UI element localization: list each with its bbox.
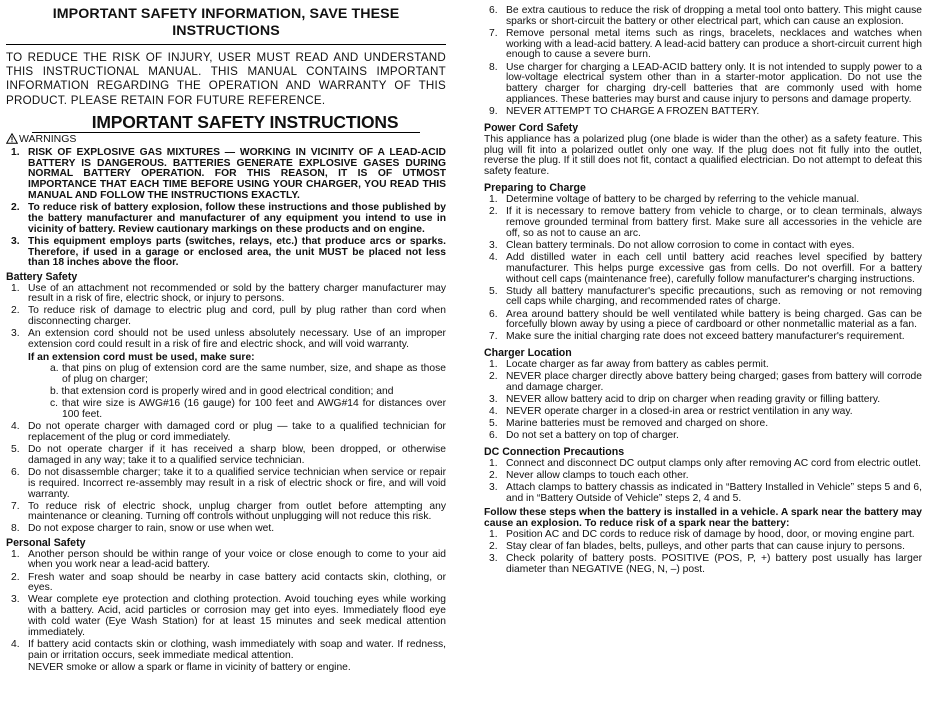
item-number: 3. — [11, 235, 20, 247]
item-number: 5. — [11, 444, 20, 456]
item-number: 7. — [489, 27, 498, 39]
list-item — [6, 203, 446, 235]
item-text: Another person should be within range of your voice or close enough to come to your aid when you work near a lead-acid battery. — [28, 548, 446, 571]
extension-cord-list — [6, 364, 446, 421]
dc-connection-list — [484, 459, 922, 505]
item-number: 4. — [489, 251, 498, 263]
item-text: If battery acid contacts skin or clothing, wash immediately with soap and water. If redness, pain or irritation occurs, seek immediate medical attention. — [28, 638, 446, 661]
battery-safety-heading: Battery Safety — [6, 271, 78, 284]
power-cord-heading: Power Cord Safety — [484, 121, 579, 134]
list-item — [484, 530, 922, 541]
item-number: 4. — [489, 406, 498, 418]
item-text: Wear complete eye protection and clothing protection. Avoid touching eyes while working with a battery. Acid, acid particles or corrosion may get into eyes. Immediately flood eye with cold water (Eye Wash Station) for at least 15 minutes and seek medical attention immediately. — [28, 594, 446, 638]
follow-steps-list — [484, 530, 922, 576]
item-number: 4. — [11, 421, 20, 433]
list-item — [484, 372, 922, 394]
item-number: 2. — [489, 470, 498, 482]
list-item — [484, 360, 922, 371]
item-text: Determine voltage of battery to be charged by referring to the vehicle manual. — [506, 194, 860, 206]
list-item — [484, 483, 922, 505]
item-text: Never allow clamps to touch each other. — [506, 470, 689, 482]
item-text: NEVER operate charger in a closed-in area or restrict ventilation in any way. — [506, 406, 853, 418]
personal-safety-list — [6, 550, 446, 662]
list-item — [6, 550, 446, 572]
list-item — [484, 542, 922, 553]
item-text: NEVER ATTEMPT TO CHARGE A FROZEN BATTERY. — [506, 106, 760, 118]
list-item — [484, 419, 922, 430]
item-number: 2. — [489, 206, 498, 218]
safety-instructions-heading — [6, 113, 446, 132]
item-number: 6. — [489, 430, 498, 442]
list-item — [6, 148, 446, 202]
item-text: Connect and disconnect DC output clamps only after removing AC cord from electric outlet. — [506, 458, 921, 470]
list-item — [484, 431, 922, 442]
battery-safety-list-cont — [6, 422, 446, 535]
item-text: Do not operate charger with damaged cord or plug — take to a qualified technician for replacement of the plug or cord immediately. — [28, 421, 446, 443]
item-number: 5. — [489, 285, 498, 297]
item-number: 2. — [489, 540, 498, 552]
list-item — [484, 310, 922, 332]
item-number: 9. — [489, 106, 498, 118]
item-text: If it is necessary to remove battery from vehicle to charge, or to clean terminals, always remove grounded terminal from battery first. Make sure all accessories in the vehicle are off, so as not to cause an arc. — [506, 206, 922, 239]
item-number: 3. — [489, 482, 498, 494]
item-number: 7. — [489, 331, 498, 343]
battery-safety-list — [6, 284, 446, 351]
warnings-list — [6, 148, 446, 269]
item-number: 2. — [11, 571, 20, 583]
item-text: An extension cord should not be used unless absolutely necessary. Use of an improper extension cord could result in a risk of fire and electric shock, and will void warranty. — [28, 328, 446, 351]
preparing-heading: Preparing to Charge — [484, 182, 586, 195]
item-number: 7. — [11, 500, 20, 512]
item-number: 8. — [489, 61, 498, 73]
extension-cord-item: b. that extension cord is properly wired and in good electrical condition; and — [50, 386, 394, 398]
item-text: Use of an attachment not recommended or sold by the battery charger manufacturer may result in a risk of fire, electric shock, or injury to persons. — [28, 282, 446, 305]
item-number: 1. — [489, 528, 498, 540]
warnings-label — [6, 133, 446, 145]
item-number: 2. — [11, 202, 20, 214]
item-number: 4. — [11, 638, 20, 650]
list-item — [6, 468, 446, 500]
header-divider — [6, 44, 446, 45]
item-text: To reduce risk of damage to electric plug and cord, pull by plug rather than cord when disconnecting charger. — [28, 305, 446, 328]
item-number: 3. — [489, 239, 498, 251]
item-text: Area around battery should be well ventilated while battery is being charged. Gas can be forcefully blown away by using a piece of cardboard or other nonmetallic material as a fan. — [506, 308, 922, 331]
list-item — [6, 237, 446, 269]
item-text: Add distilled water in each cell until battery acid reaches level specified by battery manufacturer. This helps purge excessive gas from cells. Do not overfill. For a battery without cell caps (maintenance free), carefully follow manufacturer's charging instructions. — [506, 251, 922, 285]
follow-steps-paragraph: Follow these steps when the battery is installed in a vehicle. A spark near the battery may cause an explosion. To reduce risk of a spark near the battery: — [484, 507, 922, 529]
dc-connection-heading: DC Connection Precautions — [484, 446, 625, 459]
item-number: 1. — [11, 146, 20, 158]
item-number: 6. — [489, 308, 498, 320]
list-item — [484, 207, 922, 239]
item-number: 1. — [489, 194, 498, 206]
list-item — [484, 407, 922, 418]
item-text: This equipment employs parts (switches, relays, etc.) that produce arcs or sparks. Therefore, if used in a garage or enclosed area, the unit MUST be placed not less than 18 inches above the floor. — [28, 235, 446, 269]
list-item — [6, 524, 446, 535]
safety-instructions-title: IMPORTANT SAFETY INSTRUCTIONS — [32, 112, 421, 133]
item-text: Position AC and DC cords to reduce risk of damage by hood, door, or moving engine part. — [506, 528, 915, 540]
item-number: 8. — [11, 523, 20, 535]
item-number: 5. — [489, 418, 498, 430]
item-text: Do not operate charger if it has received a sharp blow, been dropped, or otherwise damaged in any way; take it to a qualified service technician. — [28, 444, 446, 466]
list-item — [6, 284, 446, 306]
item-text: NEVER allow battery acid to drip on charger when reading gravity or filling battery. — [506, 394, 881, 406]
item-number: 6. — [11, 466, 20, 478]
item-text: Study all battery manufacturer's specific precautions, such as removing or not removing cell caps while charging, and recommended rates of charge. — [506, 285, 922, 308]
list-item — [6, 595, 446, 638]
item-text: Be extra cautious to reduce the risk of dropping a metal tool onto battery. This might cause sparks or short-circuit the battery or other electrical part, which can cause an explosion. — [506, 5, 922, 27]
item-text: Do not disassemble charger; take it to a qualified service technician when service or repair is required. Incorrect re-assembly may result in a risk of electric shock or fire, and will void warranty. — [28, 466, 446, 500]
item-number: 6. — [489, 5, 498, 16]
right-column — [484, 6, 922, 577]
item-text: Use charger for charging a LEAD-ACID battery only. It is not intended to supply power to a low-voltage electrical system other than in a starter-motor application. Do not use the battery charger for charging dry-cell batteries that are commonly used with home appliances. These batteries may burst and cause injury to persons and damage property. — [506, 61, 922, 105]
extension-cord-heading: If an extension cord must be used, make sure: — [28, 352, 255, 364]
item-text: To reduce risk of battery explosion, follow these instructions and those published by the battery manufacturer and manufacturer of any equipment you intend to use in vicinity of battery. Review cautionary markings on these products and on engine. — [28, 202, 446, 235]
item-number: 2. — [489, 371, 498, 383]
item-number: 1. — [11, 282, 20, 294]
item-text: Remove personal metal items such as rings, bracelets, necklaces and watches when working with a lead-acid battery. A lead-acid battery can produce a short-circuit current high enough to cause a severe burn. — [506, 27, 922, 61]
list-item — [6, 306, 446, 328]
item-text: Do not expose charger to rain, snow or use when wet. — [28, 523, 275, 535]
item-number: 3. — [11, 594, 20, 606]
item-text: Make sure the initial charging rate does not exceed battery manufacturer's requirement. — [506, 331, 905, 343]
item-text: Marine batteries must be removed and charged on shore. — [506, 418, 769, 430]
list-item — [484, 395, 922, 406]
item-text: Locate charger as far away from battery as cables permit. — [506, 359, 769, 371]
list-item — [484, 63, 922, 106]
personal-safety-list-cont — [484, 6, 922, 118]
list-item — [6, 502, 446, 524]
item-text: Attach clamps to battery chassis as indicated in “Battery Installed in Vehicle” steps 5 and 6, and in “Battery Outside of Vehicle” steps 2, 4 and 5. — [506, 482, 922, 505]
list-item — [6, 445, 446, 467]
personal-safety-note: NEVER smoke or allow a spark or flame in vicinity of battery or engine. — [28, 661, 351, 673]
list-item — [6, 640, 446, 662]
list-item — [484, 29, 922, 61]
extension-cord-item: a. that pins on plug of extension cord are the same number, size, and shape as those of plug on charger; — [50, 363, 446, 386]
list-item — [484, 241, 922, 252]
list-item — [484, 554, 922, 576]
intro-paragraph: TO REDUCE THE RISK OF INJURY, USER MUST READ AND UNDERSTAND THIS INSTRUCTIONAL MANUAL. THIS MANUAL CONTAINS IMPORTANT INFORMATION REGARDING THE OPERATION AND WARRANTY OF THIS PRODUCT. PLEASE RETAIN FOR FUTURE REFERENCE. — [6, 51, 446, 107]
item-text: RISK OF EXPLOSIVE GAS MIXTURES — WORKING IN VICINITY OF A LEAD-ACID BATTERY IS DANGEROUS. BATTERIES GENERATE EXPLOSIVE GASES DURING NORMAL BATTERY OPERATION. FOR THIS REASON, IT IS OF UTMOST IMPORTANCE THAT EACH TIME BEFORE USING YOUR CHARGER, YOU READ THIS MANUAL AND FOLLOW THE INSTRUCTIONS EXACTLY. — [28, 146, 446, 201]
warnings-text: WARNINGS — [19, 132, 77, 145]
power-cord-paragraph: This appliance has a polarized plug (one blade is wider than the other) as a safety feature. This plug will fit into a polarized outlet only one way. If the plug does not fit fully into the outlet, reverse the plug. If it still does not fit, contact a qualified electrician. Do not attempt to defeat this safety feature. — [484, 133, 922, 178]
preparing-list — [484, 195, 922, 343]
list-item — [6, 329, 446, 351]
list-item — [484, 459, 922, 470]
list-item — [484, 6, 922, 28]
list-item — [6, 573, 446, 595]
item-number: 2. — [11, 305, 20, 317]
left-column — [6, 0, 446, 674]
item-number: 1. — [489, 359, 498, 371]
personal-safety-heading: Personal Safety — [6, 537, 86, 550]
item-text: NEVER place charger directly above battery being charged; gases from battery will corrode and damage charger. — [506, 371, 922, 394]
list-item — [484, 471, 922, 482]
list-item — [6, 422, 446, 444]
charger-location-heading: Charger Location — [484, 347, 572, 360]
item-number: 1. — [489, 458, 498, 470]
item-text: Stay clear of fan blades, belts, pulleys, and other parts that can cause injury to persons. — [506, 540, 905, 552]
extension-cord-item: c. that wire size is AWG#16 (16 gauge) for 100 feet and AWG#14 for distances over 100 feet. — [50, 398, 446, 421]
item-number: 1. — [11, 548, 20, 560]
item-text: Fresh water and soap should be nearby in case battery acid contacts skin, clothing, or eyes. — [28, 571, 446, 594]
list-item — [484, 332, 922, 343]
item-number: 3. — [11, 328, 20, 340]
charger-location-list — [484, 360, 922, 442]
item-text: To reduce risk of electric shock, unplug charger from outlet before attempting any maintenance or cleaning. Turning off controls without unplugging will not reduce this risk. — [28, 500, 446, 523]
item-text: Check polarity of battery posts. POSITIVE (POS, P, +) battery post usually has larger diameter than NEGATIVE (NEG, N, –) post. — [506, 552, 922, 575]
item-text: Do not set a battery on top of charger. — [506, 430, 679, 442]
header-title: IMPORTANT SAFETY INFORMATION, SAVE THESE INSTRUCTIONS — [52, 6, 400, 39]
item-number: 3. — [489, 552, 498, 564]
list-item — [484, 253, 922, 285]
item-text: Clean battery terminals. Do not allow corrosion to come in contact with eyes. — [506, 239, 855, 251]
item-number: 3. — [489, 394, 498, 406]
warning-triangle-icon — [6, 133, 18, 144]
list-item — [484, 107, 922, 118]
list-item — [484, 287, 922, 309]
list-item — [484, 195, 922, 206]
